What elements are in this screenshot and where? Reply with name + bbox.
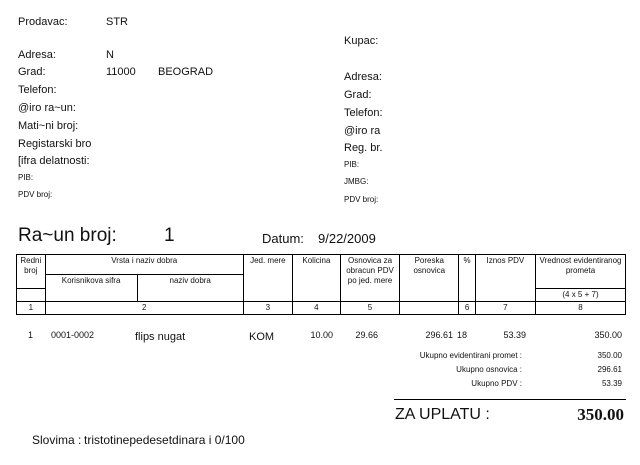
slovima-label: Slovima : [32, 433, 82, 447]
row-jed: KOM [249, 331, 275, 343]
header-formula: (4 x 5 + 7) [536, 289, 626, 302]
seller-pdv-label: PDV broj: [18, 190, 53, 199]
seller-adresa-value: N [106, 49, 114, 61]
seller-grad-zip: 11000 [106, 66, 136, 78]
header-pct: % [459, 255, 475, 302]
col-num-3: 3 [243, 302, 292, 315]
row-vrednost: 350.00 [594, 330, 622, 340]
header-osnovica: Osnovica za obracun PDV po jed. mere [340, 255, 399, 302]
row-kolicina: 10.00 [310, 330, 333, 340]
buyer-jmbg-label: JMBG: [344, 177, 369, 186]
header-redni-blank [17, 289, 46, 302]
datum-value: 9/22/2009 [318, 231, 376, 246]
buyer-adresa-label: Adresa: [344, 71, 382, 83]
col-num-8: 8 [536, 302, 626, 315]
totals-divider [394, 399, 626, 400]
row-naziv: flips nugat [135, 331, 186, 343]
total-osnovica-value: 296.61 [597, 365, 622, 374]
header-iznos: Iznos PDV [475, 255, 535, 302]
header-kolicina: Kolicina [292, 255, 340, 302]
header-redni: Redni broj [17, 255, 46, 289]
seller-adresa-label: Adresa: [18, 49, 56, 61]
buyer-pdv-label: PDV broj: [344, 195, 379, 204]
row-osnovica: 29.66 [355, 330, 378, 340]
col-num-7: 7 [475, 302, 535, 315]
row-pct: 18 [457, 330, 468, 340]
buyer-ziro-label: @iro ra [344, 125, 381, 137]
za-uplatu-label: ZA UPLATU : [395, 406, 490, 423]
seller-prodavac-value: STR [106, 16, 128, 28]
total-osnovica-label: Ukupno osnovica : [456, 365, 522, 374]
row-redni: 1 [28, 330, 34, 340]
slovima-value: tristotinepedesetdinara i 0/100 [84, 433, 245, 447]
buyer-kupac-label: Kupac: [344, 35, 379, 47]
header-naziv: naziv dobra [137, 275, 243, 302]
buyer-reg-label: Reg. br. [344, 142, 383, 154]
seller-telefon-label: Telefon: [18, 84, 57, 96]
seller-maticni-label: Mati~ni broj: [18, 120, 79, 132]
total-promet-value: 350.00 [597, 351, 622, 360]
header-poreska: Poreska osnovica [400, 255, 459, 302]
total-pdv-label: Ukupno PDV : [471, 379, 522, 388]
col-num-2: 2 [45, 302, 243, 315]
col-num-6: 6 [459, 302, 475, 315]
row-iznos: 53.39 [503, 330, 526, 340]
invoice-title: Ra~un broj: [18, 225, 117, 246]
seller-sifra-label: [ifra delatnosti: [18, 155, 90, 167]
row-sifra: 0001-0002 [51, 330, 95, 340]
header-vrednost: Vrednost evidentiranog prometa [536, 255, 626, 289]
za-uplatu-value: 350.00 [577, 405, 624, 424]
total-promet-label: Ukupno evidentirani promet : [419, 351, 522, 360]
header-vrsta: Vrsta i naziv dobra [45, 255, 243, 275]
seller-grad-city: BEOGRAD [158, 66, 214, 78]
col-num-6-blank [400, 302, 459, 315]
seller-grad-label: Grad: [18, 66, 46, 78]
row-poreska: 296.61 [425, 330, 453, 340]
items-table [16, 254, 626, 315]
col-num-1: 1 [17, 302, 46, 315]
seller-registarski-label: Registarski bro [18, 138, 92, 150]
header-jed: Jed. mere [243, 255, 292, 302]
col-num-5: 5 [340, 302, 399, 315]
total-pdv-value: 53.39 [601, 379, 622, 388]
buyer-telefon-label: Telefon: [344, 107, 383, 119]
buyer-pib-label: PIB: [344, 160, 360, 169]
seller-pib-label: PIB: [18, 173, 34, 182]
col-num-4: 4 [292, 302, 340, 315]
header-sifra: Korisnikova sifra [45, 275, 137, 302]
invoice-number: 1 [164, 225, 175, 246]
seller-ziro-label: @iro ra~un: [18, 102, 76, 114]
buyer-grad-label: Grad: [344, 89, 372, 101]
seller-prodavac-label: Prodavac: [18, 16, 68, 28]
datum-label: Datum: [262, 231, 304, 246]
